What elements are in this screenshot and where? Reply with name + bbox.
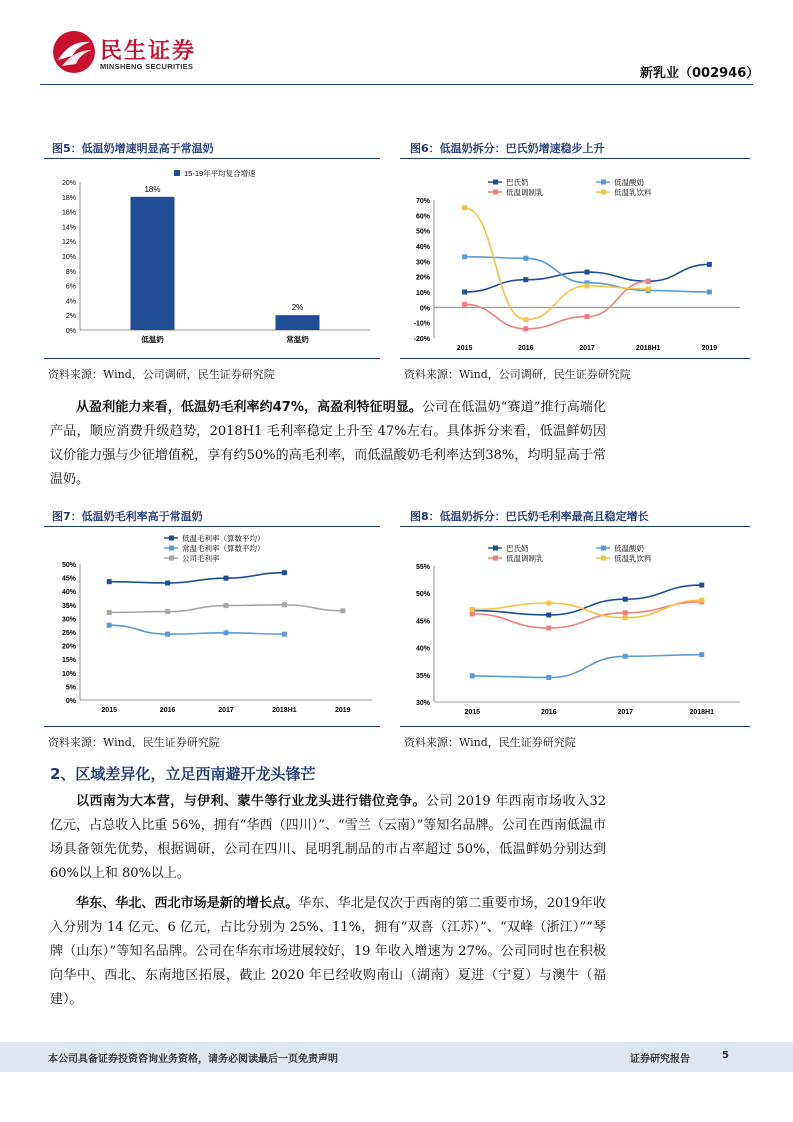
data-point <box>165 632 170 637</box>
y-tick-label: 14% <box>61 224 76 232</box>
data-point <box>107 623 112 628</box>
x-tick-label: 2018H1 <box>689 709 715 716</box>
paragraph-southwest <box>50 790 606 886</box>
footer-bar <box>0 1042 793 1072</box>
data-point <box>546 626 551 631</box>
data-point <box>462 290 467 295</box>
data-point <box>282 602 287 607</box>
footer-report-type: 证券研究报告 <box>630 1054 690 1065</box>
figure-6-source: 资料来源：Wind，公司调研，民生证券研究院 <box>404 368 631 381</box>
figure-7-top-rule <box>44 526 380 527</box>
legend-marker <box>601 190 606 195</box>
legend-label: 低温毛利率（算数平均） <box>182 534 265 543</box>
legend-label: 巴氏奶 <box>506 178 529 187</box>
legend-marker <box>169 536 174 541</box>
x-tick-label: 2016 <box>540 709 557 716</box>
bar-value-label: 2% <box>291 303 304 313</box>
data-point <box>224 576 229 581</box>
y-tick-label: 8% <box>65 268 76 276</box>
legend-marker <box>601 556 606 561</box>
figure-7-title: 图7：低温奶毛利率高于常温奶 <box>52 510 203 523</box>
page-number: 5 <box>722 1050 729 1061</box>
y-tick-label: 4% <box>65 298 76 306</box>
y-tick-label: 30% <box>61 616 76 624</box>
legend-marker <box>169 556 174 561</box>
data-point <box>523 317 528 322</box>
y-tick-label: 35% <box>61 602 76 610</box>
data-point <box>224 603 229 608</box>
figure-8-bottom-rule <box>400 726 750 727</box>
bar <box>276 315 320 330</box>
paragraph-lead: 华东、华北、西北市场是新的增长点。 <box>76 896 299 911</box>
y-tick-label: 12% <box>61 239 76 247</box>
data-point <box>107 610 112 615</box>
x-tick-label: 低温奶 <box>141 335 164 344</box>
y-tick-label: 30% <box>415 259 430 267</box>
company-ticker: 新乳业（002946） <box>640 66 760 81</box>
figure-5-title: 图5：低温奶增速明显高于常温奶 <box>52 142 214 155</box>
figure-7-chart <box>44 528 380 723</box>
data-point <box>165 609 170 614</box>
legend-label: 低温调制乳 <box>506 188 544 197</box>
y-tick-label: 35% <box>415 672 430 680</box>
y-tick-label: 0% <box>65 698 76 705</box>
y-tick-label: 40% <box>415 645 430 653</box>
series-line-3 <box>472 602 702 628</box>
footer-disclaimer: 本公司具备证券投资咨询业务资格，请务必阅读最后一页免责声明 <box>48 1054 338 1065</box>
legend-label: 15-19年平均复合增速 <box>184 169 256 178</box>
data-point <box>623 654 628 659</box>
y-tick-label: 5% <box>65 684 76 692</box>
y-tick-label: 60% <box>415 213 430 221</box>
data-point <box>282 570 287 575</box>
figure-7-source: 资料来源：Wind，民生证券研究院 <box>48 736 220 749</box>
figure-8-title: 图8：低温奶拆分：巴氏奶毛利率最高且稳定增长 <box>410 510 649 523</box>
data-point <box>470 611 475 616</box>
y-tick-label: 2% <box>65 313 76 321</box>
legend-marker <box>493 556 498 561</box>
y-tick-label: 45% <box>61 575 76 583</box>
y-tick-label: 15% <box>61 657 76 665</box>
legend-marker <box>601 180 606 185</box>
legend-swatch <box>174 170 180 176</box>
data-point <box>340 608 345 613</box>
legend-label: 常温毛利率（算数平均） <box>182 544 265 553</box>
legend-marker <box>493 546 498 551</box>
data-point <box>585 314 590 319</box>
data-point <box>707 290 712 295</box>
y-tick-label: 10% <box>61 254 76 261</box>
y-tick-label: 40% <box>415 244 430 251</box>
y-tick-label: 10% <box>415 290 430 297</box>
data-point <box>224 630 229 635</box>
logo-emblem-icon <box>52 30 96 74</box>
figure-5-source: 资料来源：Wind，公司调研，民生证券研究院 <box>48 368 275 381</box>
y-tick-label: 70% <box>415 198 430 205</box>
data-point <box>523 256 528 261</box>
x-tick-label: 2016 <box>159 707 176 714</box>
figure-8-top-rule <box>400 526 750 527</box>
figure-8-chart <box>400 528 750 723</box>
figure-6-chart <box>400 160 750 355</box>
data-point <box>470 673 475 678</box>
legend-label: 低温乳饮料 <box>614 188 652 197</box>
legend-label: 低温酸奶 <box>614 178 644 187</box>
figure-6-title: 图6：低温奶拆分：巴氏奶增速稳步上升 <box>410 142 605 155</box>
legend-label: 公司毛利率 <box>182 554 220 563</box>
data-point <box>470 607 475 612</box>
legend-label: 低温乳饮料 <box>614 554 652 563</box>
x-tick-label: 2017 <box>579 345 595 352</box>
data-point <box>462 302 467 307</box>
paragraph-text: 公司在低温奶“赛道”推行高端化产品，顺应消费升级趋势，2018H1 毛利率稳定上升至 47%左右。具体拆分来看，低温鲜奶因议价能力强与少征增值税，享有约50%的高毛利率，而低温酸奶毛利率达到38%，均明显高于常温奶。 <box>50 400 606 487</box>
figure-5-chart <box>44 160 380 355</box>
series-line-2 <box>109 625 284 634</box>
y-tick-label: 55% <box>415 564 430 571</box>
header-rule <box>40 84 753 85</box>
y-tick-label: 50% <box>415 591 430 599</box>
data-point <box>546 675 551 680</box>
paragraph-text: 华东、华北是仅次于西南的第二重要市场，2019年收入分别为 14 亿元、6 亿元，占比分别为 25%、11%，拥有“双喜（江苏）”、“双峰（浙江）”“琴牌（山东）”等知名品牌。公司在华东市场进展较好，19 年收入增速为 27%。公司同时也在积极向华中、西北、东南地区拓展，截止 2020 年已经收购南山（湖南）夏进（宁夏）与澳牛（福建）。 <box>50 896 606 1007</box>
y-tick-label: 20% <box>415 274 430 282</box>
brand-name-en: MINSHENG SECURITIES <box>100 62 194 71</box>
data-point <box>462 205 467 210</box>
x-tick-label: 2015 <box>456 345 473 352</box>
data-point <box>646 279 651 284</box>
x-tick-label: 2015 <box>101 707 117 714</box>
paragraph-lead: 从盈利能力来看，低温奶毛利率约47%，高盈利特征明显。 <box>76 400 423 415</box>
data-point <box>585 270 590 275</box>
data-point <box>623 610 628 615</box>
x-tick-label: 2018H1 <box>272 707 297 714</box>
data-point <box>546 600 551 605</box>
data-point <box>699 583 704 588</box>
legend-marker <box>493 190 498 195</box>
y-tick-label: -20% <box>413 336 430 343</box>
paragraph-profitability <box>50 396 606 492</box>
data-point <box>282 632 287 637</box>
data-point <box>623 615 628 620</box>
x-tick-label: 2018H1 <box>635 345 661 352</box>
data-point <box>165 581 170 586</box>
figure-5-top-rule <box>44 158 380 159</box>
y-tick-label: 10% <box>61 670 76 678</box>
legend-marker <box>601 546 606 551</box>
figure-6-bottom-rule <box>400 358 750 359</box>
y-tick-label: 50% <box>61 562 76 569</box>
series-line-4 <box>465 208 649 320</box>
figure-8-source: 资料来源：Wind，民生证券研究院 <box>404 736 576 749</box>
data-point <box>546 612 551 617</box>
data-point <box>699 652 704 657</box>
y-tick-label: 45% <box>415 618 430 626</box>
data-point <box>462 254 467 259</box>
legend-label: 巴氏奶 <box>506 544 529 553</box>
x-tick-label: 2019 <box>701 345 718 352</box>
y-tick-label: 0% <box>65 328 76 335</box>
legend-label: 低温酸奶 <box>614 544 644 553</box>
bar-value-label: 18% <box>144 184 161 194</box>
data-point <box>699 598 704 603</box>
data-point <box>523 326 528 331</box>
paragraph-growth-markets <box>50 892 606 1012</box>
series-line-1 <box>109 573 284 583</box>
y-tick-label: 16% <box>61 209 76 217</box>
x-tick-label: 常温奶 <box>286 335 309 344</box>
figure-5-bottom-rule <box>44 358 380 359</box>
x-tick-label: 2017 <box>617 709 634 716</box>
legend-marker <box>169 546 174 551</box>
data-point <box>646 286 651 291</box>
y-tick-label: 18% <box>61 194 76 202</box>
legend-marker <box>493 180 498 185</box>
data-point <box>107 579 112 584</box>
y-tick-label: 30% <box>415 700 430 707</box>
y-tick-label: 6% <box>65 283 76 291</box>
data-point <box>623 597 628 602</box>
paragraph-text: 公司 2019 年西南市场收入32 亿元，占总收入比重 56%，拥有“华西（四川）”、“雪兰（云南）”等知名品牌。公司在西南低温市场具备领先优势，根据调研，公司在四川、昆明乳制品的市占率超过 50%，低温鲜奶分别达到 60%以上和 80%以上。 <box>50 794 606 881</box>
x-tick-label: 2017 <box>218 707 234 714</box>
figure-6-top-rule <box>400 158 750 159</box>
y-tick-label: 20% <box>61 643 76 651</box>
brand-logo <box>52 30 96 74</box>
y-tick-label: 40% <box>61 589 76 597</box>
y-tick-label: -10% <box>413 320 430 328</box>
series-line-4 <box>472 600 702 617</box>
section-heading: 2、区域差异化，立足西南避开龙头锋芒 <box>50 765 316 783</box>
brand-name-cn: 民生证券 <box>100 39 197 64</box>
bar <box>131 197 175 330</box>
data-point <box>585 283 590 288</box>
y-tick-label: 0% <box>419 305 430 313</box>
paragraph-lead: 以西南为大本营，与伊利、蒙牛等行业龙头进行错位竞争。 <box>76 794 427 809</box>
x-tick-label: 2016 <box>518 345 534 352</box>
y-tick-label: 50% <box>415 228 430 236</box>
figure-7-bottom-rule <box>44 726 380 727</box>
data-point <box>707 262 712 267</box>
data-point <box>523 277 528 282</box>
x-tick-label: 2019 <box>335 707 351 714</box>
series-line-2 <box>472 655 702 678</box>
y-tick-label: 25% <box>61 630 76 637</box>
y-tick-label: 20% <box>61 180 76 187</box>
legend-label: 低温调制乳 <box>506 554 544 563</box>
x-tick-label: 2015 <box>464 709 481 716</box>
